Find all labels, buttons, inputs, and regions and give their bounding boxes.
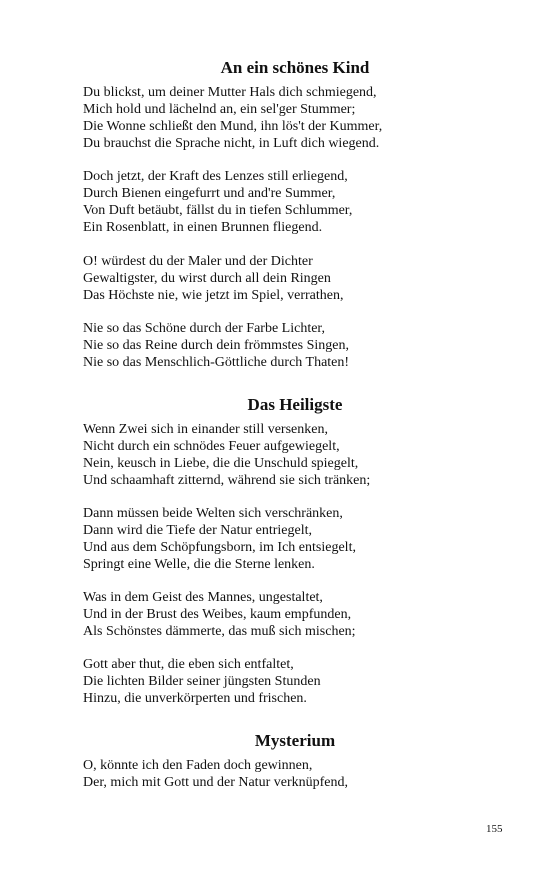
stanza xyxy=(83,656,523,707)
verse-line: Das Höchste nie, wie jetzt im Spiel, verrathen, xyxy=(83,288,344,303)
verse-line: Nie so das Menschlich-Göttliche durch Thaten! xyxy=(83,355,350,370)
verse-line: Die Wonne schließt den Mund, ihn lös't der Kummer, xyxy=(83,119,383,134)
page-number: 155 xyxy=(486,823,503,835)
verse-line: Gott aber thut, die eben sich entfaltet, xyxy=(83,657,294,672)
poem-title: Mysterium xyxy=(254,731,336,750)
verse-line: Die lichten Bilder seiner jüngsten Stunden xyxy=(83,674,321,689)
verse-line: Doch jetzt, der Kraft des Lenzes still erliegend, xyxy=(83,169,348,184)
stanza xyxy=(83,168,523,236)
verse-line: Wenn Zwei sich in einander still versenken, xyxy=(83,422,328,437)
verse-line: Und aus dem Schöpfungsborn, im Ich entsiegelt, xyxy=(83,540,356,555)
verse-line: O! würdest du der Maler und der Dichter xyxy=(83,254,313,269)
verse-line: Nie so das Schöne durch der Farbe Lichter, xyxy=(83,321,326,336)
verse-line: Mich hold und lächelnd an, ein sel'ger Stummer; xyxy=(83,102,356,117)
verse-line: O, könnte ich den Faden doch gewinnen, xyxy=(83,758,313,773)
verse-line: Der, mich mit Gott und der Natur verknüpfend, xyxy=(83,775,348,790)
verse-line: Als Schönstes dämmerte, das muß sich mischen; xyxy=(83,624,356,639)
poem-title: Das Heiligste xyxy=(247,395,343,414)
verse-line: Hinzu, die unverkörperten und frischen. xyxy=(83,691,307,706)
verse-line: Ein Rosenblatt, in einen Brunnen fliegend. xyxy=(83,220,323,235)
stanza xyxy=(83,320,523,371)
verse-line: Nicht durch ein schnödes Feuer aufgewiegelt, xyxy=(83,439,340,454)
verse-line: Nein, keusch in Liebe, die die Unschuld spiegelt, xyxy=(83,456,359,471)
verse-line: Du blickst, um deiner Mutter Hals dich schmiegend, xyxy=(83,85,377,100)
stanza xyxy=(83,589,523,640)
verse-line: Von Duft betäubt, fällst du in tiefen Schlummer, xyxy=(83,203,353,218)
verse-line: Was in dem Geist des Mannes, ungestaltet, xyxy=(83,590,323,605)
verse-line: Dann wird die Tiefe der Natur entriegelt, xyxy=(83,523,312,538)
verse-line: Du brauchst die Sprache nicht, in Luft dich wiegend. xyxy=(83,136,380,151)
verse-line: Gewaltigster, du wirst durch all dein Ringen xyxy=(83,271,331,286)
poem-title: An ein schönes Kind xyxy=(220,58,370,77)
stanza xyxy=(83,505,523,573)
stanza xyxy=(83,421,523,489)
verse-line: Durch Bienen eingefurrt und and're Summer, xyxy=(83,186,336,201)
verse-line: Dann müssen beide Welten sich verschränken, xyxy=(83,506,343,521)
stanza xyxy=(83,253,523,304)
verse-line: Und schaamhaft zitternd, während sie sich tränken; xyxy=(83,473,371,488)
verse-line: Springt eine Welle, die die Sterne lenken. xyxy=(83,557,315,572)
verse-line: Nie so das Reine durch dein frömmstes Singen, xyxy=(83,338,349,353)
stanza xyxy=(83,757,523,791)
verse-line: Und in der Brust des Weibes, kaum empfunden, xyxy=(83,607,352,622)
stanza xyxy=(83,84,523,152)
